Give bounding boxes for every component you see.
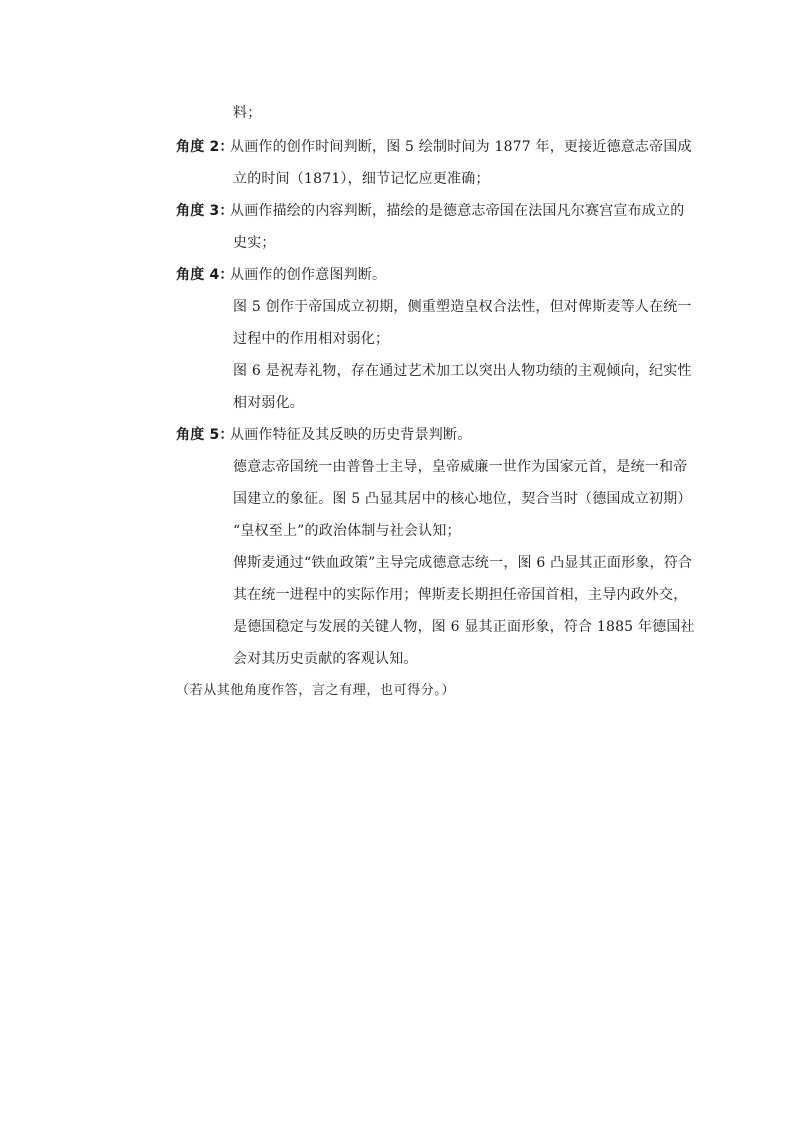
angle-2-line-2: 立的时间（1871），细节记忆应更准确； bbox=[233, 171, 490, 187]
angle-4-para-2-line-1: 图 6 是祝寿礼物，存在通过艺术加工以突出人物功绩的主观倾向，纪实性 bbox=[233, 363, 692, 379]
angle-5-para-2-line-1: 俾斯麦通过“铁血政策”主导完成德意志统一，图 6 凸显其正面形象，符合 bbox=[233, 555, 693, 571]
angle-5-para-2-line-3: 是德国稳定与发展的关键人物，图 6 显其正面形象，符合 1885 年德国社 bbox=[233, 619, 695, 635]
angle-5-para-2-line-4: 会对其历史贡献的客观认知。 bbox=[233, 651, 418, 667]
angle-5-para-1-line-2: 国建立的象征。图 5 凸显其居中的核心地位，契合当时（德国成立初期） bbox=[233, 491, 692, 507]
angle-2-line-1: 从画作的创作时间判断，图 5 绘制时间为 1877 年，更接近德意志帝国成 bbox=[230, 139, 692, 155]
angle-5-para-1-line-1: 德意志帝国统一由普鲁士主导，皇帝威廉一世作为国家元首，是统一和帝 bbox=[233, 459, 688, 475]
angle-3-line-1: 从画作描绘的内容判断，描绘的是德意志帝国在法国凡尔赛宫宣布成立的 bbox=[230, 203, 685, 219]
angle-5-line-1: 从画作特征及其反映的历史背景判断。 bbox=[230, 427, 472, 443]
angle-3-label: 角度 3： bbox=[176, 203, 234, 219]
angle-5-label: 角度 5： bbox=[176, 427, 234, 443]
angle-4-para-1-line-2: 过程中的作用相对弱化； bbox=[233, 331, 390, 347]
angle-4-label: 角度 4： bbox=[176, 267, 234, 283]
angle-3-line-2: 史实； bbox=[233, 235, 276, 251]
angle-4-para-2-line-2: 相对弱化。 bbox=[233, 395, 304, 411]
angle-2-label: 角度 2： bbox=[176, 139, 234, 155]
angle-4-para-1-line-1: 图 5 创作于帝国成立初期，侧重塑造皇权合法性，但对俾斯麦等人在统一 bbox=[233, 299, 692, 315]
scoring-note: （若从其他角度作答，言之有理，也可得分。） bbox=[176, 683, 456, 698]
angle-5-para-1-line-3: “皇权至上”的政治体制与社会认知； bbox=[233, 523, 461, 539]
angle-5-para-2-line-2: 其在统一进程中的实际作用；俾斯麦长期担任帝国首相，主导内政外交， bbox=[233, 587, 688, 603]
angle-4-line-1: 从画作的创作意图判断。 bbox=[230, 267, 387, 283]
continued-line: 料； bbox=[233, 105, 262, 121]
